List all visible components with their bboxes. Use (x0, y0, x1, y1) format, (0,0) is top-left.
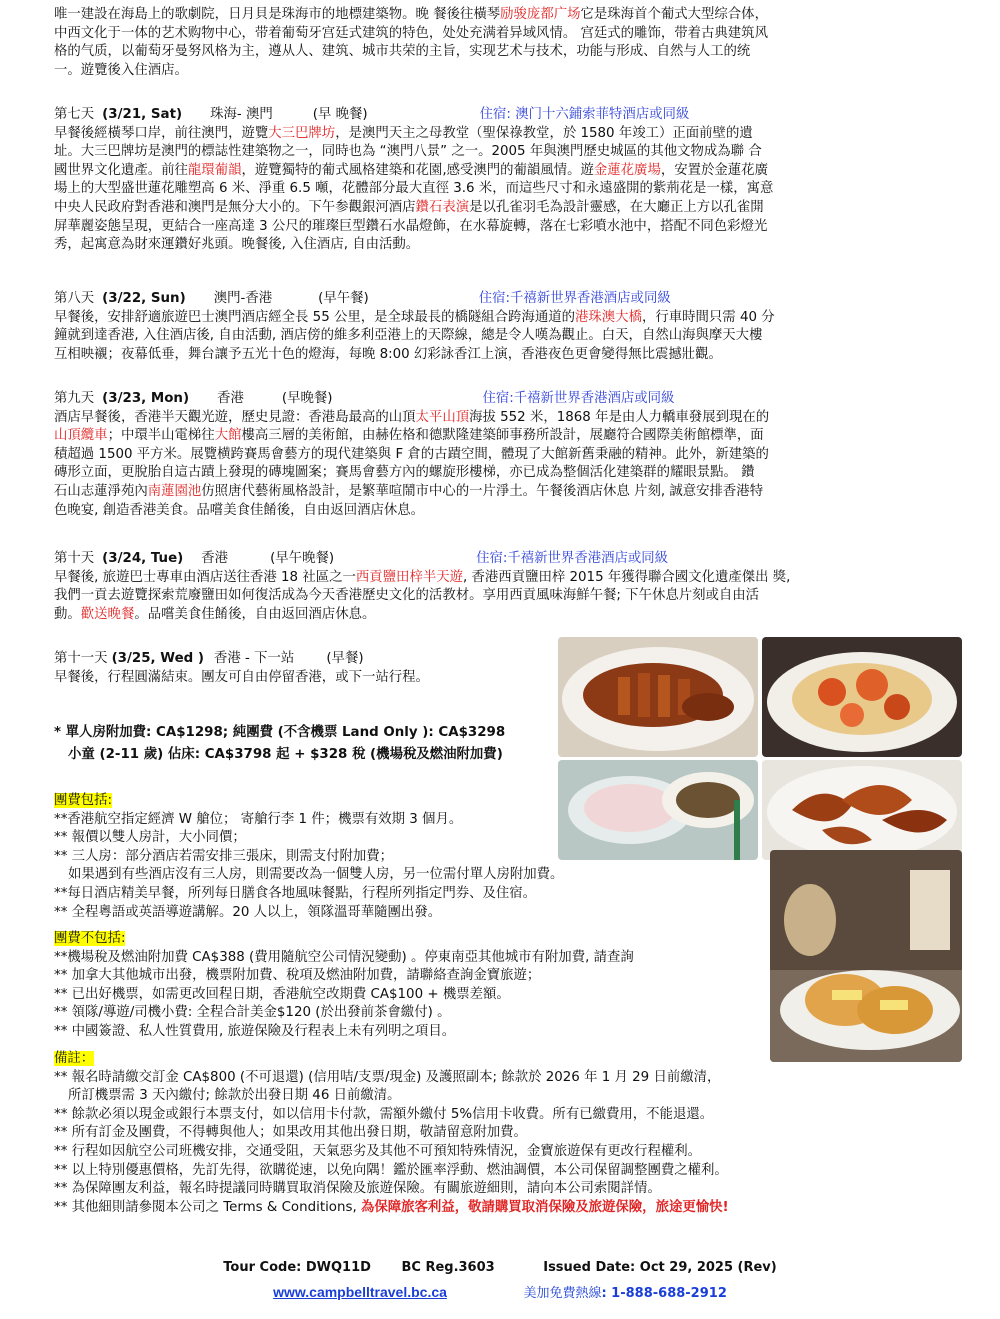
notes-title: 備註： (54, 1051, 95, 1066)
text: 石山志蓮淨苑內 (54, 483, 148, 499)
day-meals: (早午餐) (318, 291, 369, 306)
text: 仿照唐代藝術風格設計，是繁華喧鬧市中心的一片淨土。午餐後酒店休息 片刻, 誠意安排香港特 (201, 483, 764, 499)
text: 中央人民政府對香港和澳門是無分大小的。下午参觀銀河酒店 (54, 199, 416, 215)
hotline-number: : 1-888-688-2912 (601, 1286, 727, 1301)
text: 秀，起寓意為財來運鑽好兆頭。晚餐後, 入住酒店, 自由活動。 (54, 237, 420, 253)
roast-goose-image (762, 760, 962, 860)
intro-line: 格的气质，以葡萄牙曼努风格为主，遵从人、建筑、城市共荣的主旨，实现艺术与技术，功能与形成、自然与人工的统 (54, 44, 751, 60)
highlight: 山頂纜車 (54, 428, 108, 444)
list-item-highlight: 為保障旅客利益，敬請購買取消保險及旅遊保險，旅途更愉快! (360, 1199, 729, 1215)
roast-pork-image (558, 637, 758, 757)
day-label: 第九天 (54, 391, 95, 406)
intro-line: 一。遊覽後入住酒店。 (54, 62, 188, 78)
intro-line: 它是珠海首个葡式大型综合体， (580, 7, 768, 22)
pineapple-bun-photo (770, 850, 962, 1062)
list-item: ** 所有訂金及團費，不得轉與他人；如果改用其他出發日期，敬請留意附加費。 (54, 1125, 527, 1141)
day-date: (3/23, Mon) (102, 391, 190, 406)
list-item: **每日酒店精美早餐，所列每日膳食各地風味餐點，行程所列指定門券、及住宿。 (54, 885, 537, 901)
day10-section (54, 550, 950, 624)
roast-pork-photo (558, 637, 758, 757)
day-hotel: 住宿:千禧新世界香港酒店或同級 (476, 551, 669, 566)
highlight: 金蓮花廣場 (593, 162, 661, 178)
crab-noodle-image (762, 637, 962, 757)
list-item: ** 以上特別優惠價格，先訂先得，欲購從速，以免向隅！鑑於匯率浮動、燃油調價，本公司保留調整團費之權利。 (54, 1162, 728, 1178)
day-route: 香港 (217, 391, 244, 406)
highlight: 西貢鹽田梓半天遊 (355, 569, 464, 585)
congee-image (558, 760, 758, 860)
text: ，行車時間只需 40 分 (641, 309, 775, 325)
day11-header (54, 650, 554, 669)
text: 我們一貢去遊覽探索荒廢鹽田如何復活成為今天香港歷史文化的活教材。享用西貢風味海鮮午餐; 下午休息片刻或自由活 (54, 588, 760, 604)
highlight: 太平山頂 (415, 409, 470, 425)
crab-noodle-photo (762, 637, 962, 757)
highlight: 歡送晚餐 (80, 606, 135, 622)
day-route: 香港 (201, 551, 229, 566)
intro-line: 中西文化于一体的艺术购物中心，带着葡萄牙宫廷式建筑的特色，处处充满着异域风情。 宫廷式的雕饰，带着古典建筑风 (54, 25, 768, 41)
highlight: 大館 (214, 428, 242, 444)
list-item: ** 已出好機票，如需更改回程日期，香港航空改期費 CA$100 + 機票差額。 (54, 986, 510, 1002)
list-item: ** 三人房：部分酒店若需安排三張床，則需支付附加費； (54, 848, 394, 864)
text: 早餐後，安排舒適旅遊巴士澳門酒店經全長 55 公里，是全球最長的橋隧組合跨海通道的 (54, 309, 576, 325)
day-route: 澳門-香港 (213, 291, 273, 306)
day-meals: (早晚餐) (281, 391, 333, 406)
text: 場上的大型盛世蓮花雕塑高 6 米、淨重 6.5 噸，花體部分最大直徑 3.6 米，而這些尺寸和永遠盛開的紫荊花是一樣，寓意 (54, 181, 774, 197)
day-date: (3/22, Sun) (102, 291, 186, 306)
day-date: (3/25, Wed ) (111, 651, 205, 666)
issued-date: Issued Date: Oct 29, 2025 (Rev) (543, 1260, 777, 1275)
text: 址。大三巴牌坊是澳門的標誌性建築物之一，同時也為 “澳門八景” 之一。2005 年與澳門歷史城區的其他文物成為聯 合 (54, 144, 762, 160)
list-item: ** 中國簽證、私人性質費用, 旅遊保險及行程表上未有列明之項目。 (54, 1023, 456, 1039)
list-item: ** 全程粵語或英語導遊講解。20 人以上，領隊溫哥華隨團出發。 (54, 904, 442, 920)
day7-section (54, 106, 950, 255)
day-date: (3/24, Tue) (102, 551, 184, 566)
list-item: ** 領隊/導遊/司機小費: 全程合計美金$120 (於出發前茶會繳付) 。 (54, 1005, 451, 1021)
highlight: 龍環葡韻 (187, 162, 242, 178)
day-route: 珠海- 澳門 (210, 107, 273, 122)
text: 早餐後經橫琴口岸，前往澳門，遊覽 (54, 125, 269, 141)
text: 積超過 1500 平方米。展覽横跨賽馬會藝方的現代建築與 F 倉的古蹟空間，體現了大館新舊秉融的精神。此外，新建築的 (54, 446, 769, 462)
text: 動。 (54, 606, 81, 622)
footer-line-1 (0, 1260, 1000, 1275)
bc-reg: BC Reg.3603 (401, 1260, 495, 1275)
intro-paragraph (54, 6, 950, 80)
list-item: ** 餘款必須以現金或銀行本票支付，如以信用卡付款，需額外繳付 5%信用卡收費。所有已繳費用，不能退還。 (54, 1106, 714, 1122)
text: 國世界文化遺產。前往 (54, 162, 188, 178)
text: 鐘就到達香港, 入住酒店後, 自由活動, 酒店傍的維多利亞港上的天際線，總是令人嘆為觀止。白天，自然山海與摩天大樓 (54, 328, 763, 344)
notes-section (54, 1050, 950, 1217)
text: ，遊覽獨特的葡式風格建築和花園,感受澳門的葡韻風情。遊 (241, 162, 594, 178)
text: ，是澳門天主之母教堂（聖保祿教堂，於 1580 年竣工）正面前壁的遺 (335, 125, 753, 141)
highlight: 港珠澳大橋 (575, 309, 642, 325)
list-item: 如果遇到有些酒店沒有三人房，則需要改為一個雙人房，另一位需付單人房附加費。 (68, 867, 564, 883)
tour-code: Tour Code: DWQ11D (223, 1260, 371, 1275)
day-label: 第十一天 (54, 651, 108, 666)
list-item: ** 加拿大其他城市出發，機票附加費、稅項及燃油附加費，請聯絡查詢金寶旅遊； (54, 968, 541, 984)
pricing-line: 小童 (2-11 歲) 佔床: CA$3798 起 + $328 稅 (機場稅及燃油附加費) (68, 747, 503, 762)
day-hotel: 住宿: 澳门十六鋪索菲特酒店或同級 (479, 107, 690, 122)
congee-photo (558, 760, 758, 860)
day7-header (54, 106, 950, 125)
excludes-section (54, 930, 774, 1042)
day-hotel: 住宿:千禧新世界香港酒店或同級 (482, 391, 675, 406)
list-item: **機場稅及燃油附加費 CA$388 (費用隨航空公司情況變動) 。停東南亞其他城市有附加費, 請查詢 (54, 949, 634, 965)
pricing-line: * 單人房附加費: CA$1298; 純團費 (不含機票 Land Only ): CA$3298 (54, 725, 506, 740)
text: 早餐後，行程圓滿結束。團友可自由停留香港，或下一站行程。 (54, 669, 429, 685)
text: , 香港西貢鹽田梓 2015 年獲得聯合國文化遺產傑出 獎, (463, 569, 791, 585)
day9-section (54, 390, 950, 520)
list-item: **香港航空指定經濟 W 艙位； 寄艙行李 1 件；機票有效期 3 個月。 (54, 811, 463, 827)
website-link[interactable]: www.campbelltravel.bc.ca (273, 1284, 447, 1300)
includes-title: 團費包括: (54, 793, 113, 808)
day8-section (54, 290, 950, 364)
day-label: 第十天 (54, 551, 95, 566)
roast-goose-photo (762, 760, 962, 860)
text: 互相映襯；夜幕低垂，舞台讓予五光十色的燈海，每晚 8:00 幻彩詠香江上演，香港夜色更會變得無比震撼壯觀。 (54, 346, 722, 362)
day-meals: (早餐) (326, 651, 364, 666)
text: ，安置於金蓮花廣 (660, 162, 768, 178)
text: 色晚宴, 創造香港美食。品嚐美食佳餚後，自由返回酒店休息。 (54, 502, 425, 518)
text: 磚形立面，更脫胎自這古蹟上發現的磚塊圖案；賽馬會藝方內的螺旋形樓梯，亦已成為整個活化建築群的耀眼景點。 鑽 (54, 465, 755, 481)
list-item: ** 報名時請繳交訂金 CA$800 (不可退還) (信用咭/支票/現金) 及護照副本; 餘款於 2026 年 1 月 29 日前繳清， (54, 1069, 721, 1085)
day10-header (54, 550, 950, 569)
text: 酒店早餐後，香港半天觀光遊，歷史見證：香港島最高的山頂 (54, 409, 416, 425)
day-route: 香港 - 下一站 (214, 651, 295, 666)
day-date: (3/21, Sat) (102, 107, 183, 122)
list-item: ** 報價以雙人房計，大小同價； (54, 830, 246, 846)
text: 樓高三層的美術館，由赫佐格和德默隆建築師事務所設計，展廳符合國際美術館標準，面 (241, 428, 764, 444)
hotline-label: 美加免費熱線 (523, 1286, 602, 1301)
text: 。品嚐美食佳餚後，自由返回酒店休息。 (134, 606, 376, 622)
intro-line: 唯一建設在海島上的歌劇院，日月貝是珠海市的地標建築物。晚 餐後往橫琴 (54, 7, 501, 22)
list-item: ** 為保障團友利益，報名時提議同時購買取消保險及旅遊保險。有關旅遊細則，請向本公司索閱詳情。 (54, 1181, 661, 1197)
day9-header (54, 390, 950, 409)
pricing (54, 722, 554, 766)
day11-section (54, 650, 554, 687)
intro-highlight: 励骏庞都广场 (500, 7, 581, 22)
day-meals: (早午晚餐) (270, 551, 335, 566)
text: 早餐後, 旅遊巴士專車由酒店送往香港 18 社區之一 (54, 569, 356, 585)
day-hotel: 住宿:千禧新世界香港酒店或同級 (478, 291, 671, 306)
text: ；中環半山電梯往 (107, 428, 215, 444)
highlight: 南蓮園池 (147, 483, 202, 499)
day-label: 第八天 (54, 291, 95, 306)
text: 是以孔雀羽毛為設計靈感，在大廳正上方以孔雀開 (469, 199, 764, 215)
text: 海拔 552 米，1868 年是由人力轎車發展到現在的 (469, 409, 770, 425)
list-item: ** 其他細則請參閱本公司之 Terms & Conditions, (54, 1199, 361, 1215)
day-label: 第七天 (54, 107, 95, 122)
pineapple-bun-image (770, 850, 962, 1062)
day-meals: (早 晚餐) (312, 107, 368, 122)
text: 屏華麗姿態呈現，更結合一座高達 3 公尺的璀璨巨型鑽石水晶燈飾，在水幕旋轉，落在七彩噴水池中，搭配不同色彩燈光 (54, 218, 768, 234)
highlight: 鑽石表演 (415, 199, 470, 215)
list-item: ** 行程如因航空公司班機安排，交通受阻，天氣惡劣及其他不可預知特殊情況，金寶旅遊保有更改行程權利。 (54, 1143, 702, 1159)
list-item: 所訂機票需 3 天內繳付; 餘款於出發日期 46 日前繳清。 (68, 1088, 401, 1104)
footer-line-2 (0, 1282, 1000, 1301)
day8-header (54, 290, 950, 309)
excludes-title: 團費不包括: (54, 931, 126, 946)
highlight: 大三巴牌坊 (268, 125, 336, 141)
